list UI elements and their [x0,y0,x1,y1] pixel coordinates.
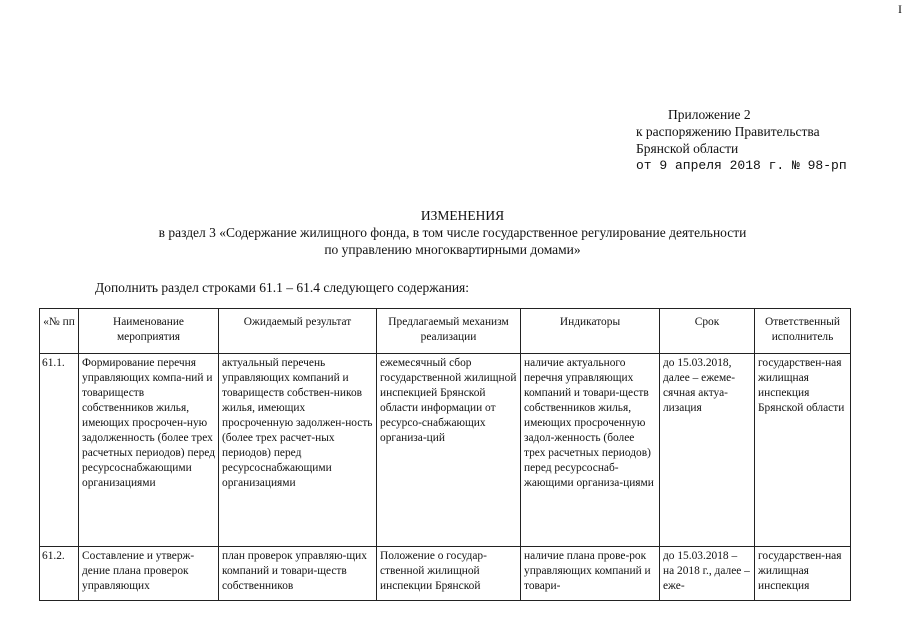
header-name: Наименование мероприятия [79,309,219,354]
cell-executor: государствен-ная жилищная инспекция [755,547,851,601]
cell-indicators: наличие плана прове-рок управляющих компаний и товари- [521,547,660,601]
appendix-block [636,106,847,174]
table-row [40,547,851,601]
appendix-date-line: от 9 апреля 2018 г. № 98-рп [636,158,847,173]
cell-mechanism: ежемесячный сбор государственной жилищной инспекцией Брянской области информации от ресурсо-снабжающих организа-ций [377,354,521,547]
corner-mark: I [898,2,902,16]
cell-result: план проверок управляю-щих компаний и товари-ществ собственников [219,547,377,601]
header-num: «№ пп [40,309,79,354]
header-mechanism: Предлагаемый механизм реализации [377,309,521,354]
cell-name: Составление и утверж-дение плана проверок управляющих [79,547,219,601]
cell-num: 61.1. [40,354,79,547]
title-line-2: в раздел 3 «Содержание жилищного фонда, в том числе государственное регулирование деятельности [158,225,747,240]
cell-executor: государствен-ная жилищная инспекция Брянской области [755,354,851,547]
cell-mechanism: Положение о государ-ственной жилищной инспекции Брянской [377,547,521,601]
cell-num: 61.2. [40,547,79,601]
cell-term: до 15.03.2018 – на 2018 г., далее – еже- [660,547,755,601]
appendix-line-1: Приложение 2 [668,107,751,122]
appendix-line-2: к распоряжению Правительства [636,124,820,139]
title-line-3: по управлению многоквартирными домами» [324,242,581,257]
cell-indicators: наличие актуального перечня управляющих компаний и товари-ществ собственников жилья, имеющих просроченную задол-женность (более трех расчетных периодов) перед ресурсоснаб-жающими организа-циями [521,354,660,547]
cell-name: Формирование перечня управляющих компа-ний и товариществ собственников жилья, имеющих просрочен-ную задолженность (более трех расчетных периодов) перед ресурсоснабжающими организациями [79,354,219,547]
header-indicators: Индикаторы [521,309,660,354]
document-title [0,207,905,258]
cell-result: актуальный перечень управляющих компаний и товариществ собствен-ников жилья, имеющих просроченную задолжен-ность (более трех расчет-ных периодов) перед ресурсоснабжающими организациями [219,354,377,547]
header-result: Ожидаемый результат [219,309,377,354]
header-term: Срок [660,309,755,354]
table-header-row [40,309,851,354]
intro-text: Дополнить раздел строками 61.1 – 61.4 следующего содержания: [95,280,469,295]
appendix-line-3: Брянской области [636,141,739,156]
cell-term: до 15.03.2018, далее – ежеме-сячная актуа-лизация [660,354,755,547]
table-row [40,354,851,547]
header-executor: Ответственный исполнитель [755,309,851,354]
changes-table [39,308,851,601]
title-heading: ИЗМЕНЕНИЯ [420,208,505,223]
